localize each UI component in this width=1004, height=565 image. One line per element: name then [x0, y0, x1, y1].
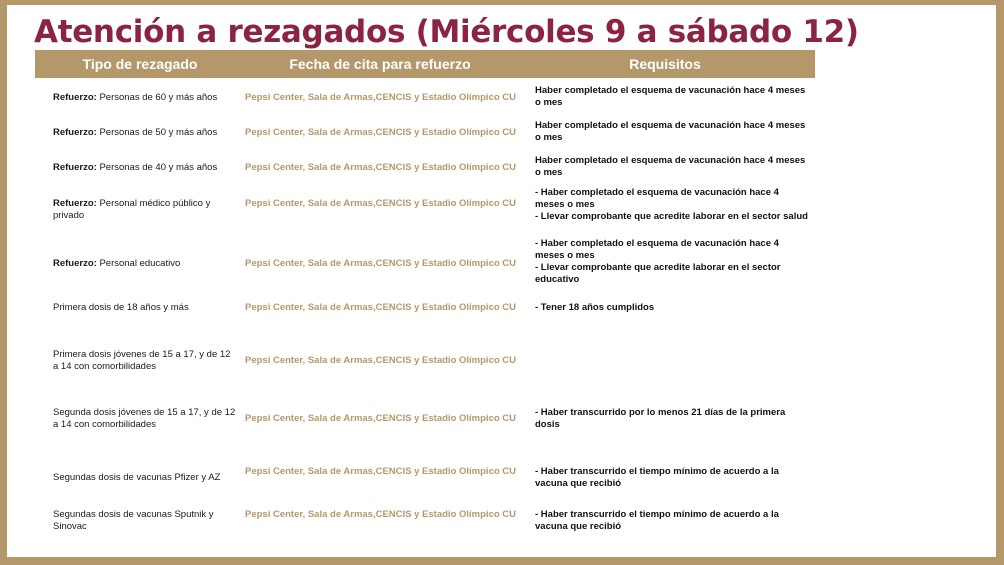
tipo-cell: Segundas dosis de vacunas Pfizer y AZ	[53, 472, 221, 483]
table-header	[35, 50, 815, 78]
lugar-cell: Pepsi Center, Sala de Armas,CENCIS y Estadio Olímpico CU	[245, 509, 517, 520]
page-title: Atención a rezagados (Miércoles 9 a sábado 12)	[34, 14, 859, 50]
rezagados-table	[35, 50, 815, 532]
lugar-cell: Pepsi Center, Sala de Armas,CENCIS y Estadio Olímpico CU	[245, 413, 517, 424]
requisitos-cell: - Haber completado el esquema de vacunación hace 4 meses o mes - Llevar comprobante que acredite laborar en el sector salud	[535, 187, 808, 222]
requisitos-cell: - Haber transcurrido el tiempo mínimo de acuerdo a la vacuna que recibió	[535, 509, 779, 532]
requisitos-cell: - Haber transcurrido el tiempo mínimo de acuerdo a la vacuna que recibió	[535, 466, 779, 489]
lugar-cell: Pepsi Center, Sala de Armas,CENCIS y Estadio Olímpico CU	[245, 127, 517, 138]
tipo-cell: Segundas dosis de vacunas Sputnik y Sinovac	[53, 509, 214, 532]
lugar-cell: Pepsi Center, Sala de Armas,CENCIS y Estadio Olímpico CU	[245, 198, 517, 209]
tipo-cell: Refuerzo: Personas de 40 y más años	[53, 162, 218, 173]
requisitos-cell: Haber completado el esquema de vacunación hace 4 meses o mes	[535, 155, 806, 178]
requisitos-cell: - Haber transcurrido por lo menos 21 días de la primera dosis	[535, 407, 786, 430]
tipo-cell: Primera dosis jóvenes de 15 a 17, y de 12 a 14 con comorbilidades	[53, 349, 231, 372]
lugar-cell: Pepsi Center, Sala de Armas,CENCIS y Estadio Olímpico CU	[245, 355, 517, 366]
requisitos-cell: - Haber completado el esquema de vacunación hace 4 meses o mes - Llevar comprobante que acredite laborar en el sector educativo	[535, 238, 781, 285]
tipo-cell: Refuerzo: Personal médico público y privado	[53, 198, 211, 221]
tipo-cell: Segunda dosis jóvenes de 15 a 17, y de 12 a 14 con comorbilidades	[53, 407, 236, 430]
lugar-cell: Pepsi Center, Sala de Armas,CENCIS y Estadio Olímpico CU	[245, 92, 517, 103]
header-requisitos: Requisitos	[629, 56, 701, 72]
lugar-cell: Pepsi Center, Sala de Armas,CENCIS y Estadio Olímpico CU	[245, 162, 517, 173]
requisitos-cell: Haber completado el esquema de vacunación hace 4 meses o mes	[535, 85, 806, 108]
header-tipo: Tipo de rezagado	[82, 56, 198, 72]
lugar-cell: Pepsi Center, Sala de Armas,CENCIS y Estadio Olímpico CU	[245, 466, 517, 477]
requisitos-cell: - Tener 18 años cumplidos	[535, 302, 655, 313]
lugar-cell: Pepsi Center, Sala de Armas,CENCIS y Estadio Olímpico CU	[245, 258, 517, 269]
header-fecha: Fecha de cita para refuerzo	[289, 56, 471, 72]
lugar-cell: Pepsi Center, Sala de Armas,CENCIS y Estadio Olímpico CU	[245, 302, 517, 313]
tipo-cell: Refuerzo: Personas de 60 y más años	[53, 92, 218, 103]
tipo-cell: Refuerzo: Personas de 50 y más años	[53, 127, 218, 138]
tipo-cell: Refuerzo: Personal educativo	[53, 258, 181, 269]
tipo-cell: Primera dosis de 18 años y más	[53, 302, 189, 313]
requisitos-cell: Haber completado el esquema de vacunación hace 4 meses o mes	[535, 120, 806, 143]
